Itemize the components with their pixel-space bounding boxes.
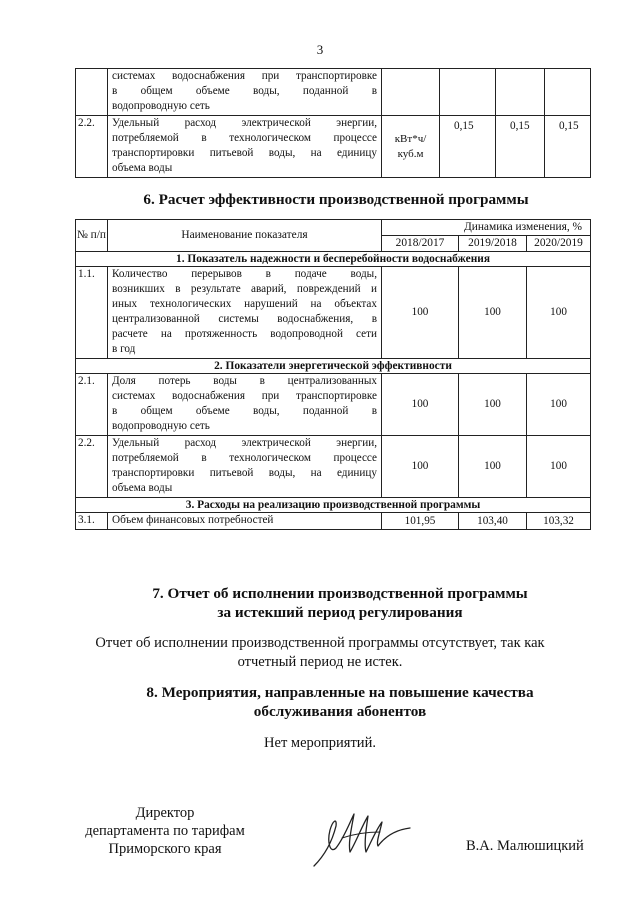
value-cell: 100	[459, 267, 527, 359]
table-row	[76, 116, 591, 178]
value-cell: 100	[527, 267, 591, 359]
section-7-body-line2: отчетный период не истек.	[237, 654, 403, 670]
value-cell: 100	[527, 374, 591, 436]
row-text-line: Удельный расход электрической энергии,	[112, 437, 377, 449]
value-cell: 100	[459, 436, 527, 498]
value-cell: 103,32	[527, 513, 591, 530]
row-text-line: Количество перерывов в подаче воды,	[112, 268, 377, 280]
table-row	[76, 267, 591, 359]
handwritten-signature	[306, 808, 416, 870]
signatory-position-line1: Директор	[135, 805, 195, 821]
row-text-line: водопроводную сеть	[112, 420, 210, 432]
continuation-table	[75, 68, 591, 178]
table-row	[76, 374, 591, 436]
unit-cell: кВт*ч/ куб.м	[382, 116, 440, 178]
signatory-position-line3: Приморского края	[108, 841, 222, 857]
value-cell: 100	[382, 374, 459, 436]
row-text: Объем финансовых потребностей	[108, 513, 382, 530]
section-7-title-line2: за истекший период регулирования	[217, 604, 463, 621]
section-7-body-line1: Отчет об исполнении производственной программы отсутствует, так как	[95, 635, 545, 651]
table-row	[76, 513, 591, 530]
efficiency-table	[75, 219, 591, 530]
section-row	[76, 252, 591, 267]
row-text-line: централизованной системы водоснабжения, в	[112, 313, 377, 325]
section-row	[76, 359, 591, 374]
row-text-line: системах водоснабжения при транспортировке	[112, 70, 377, 82]
row-text-line: Доля потерь воды в централизованных	[112, 375, 377, 387]
section-8-title-line1: 8. Мероприятия, направленные на повышение качества	[146, 684, 534, 701]
value-cell: 100	[459, 374, 527, 436]
row-number: 2.2.	[76, 116, 108, 178]
signatory-position-line2: департамента по тарифам	[85, 823, 245, 839]
row-number: 2.1.	[76, 374, 108, 436]
value-cell: 103,40	[459, 513, 527, 530]
section-8-title-line2: обслуживания абонентов	[253, 703, 427, 720]
value-cell: 0,15	[545, 116, 591, 178]
table-row	[76, 436, 591, 498]
header-name: Наименование показателя	[108, 220, 382, 252]
header-year: 2019/2018	[459, 236, 527, 252]
signatory-name: В.А. Малюшицкий	[466, 838, 584, 854]
page-number: 3	[316, 42, 324, 57]
section-8-body: Нет мероприятий.	[264, 735, 376, 751]
value-cell: 100	[382, 436, 459, 498]
row-text-line: системах водоснабжения при транспортировке	[112, 390, 377, 402]
row-number: 3.1.	[76, 513, 108, 530]
value-cell: 101,95	[382, 513, 459, 530]
header-row	[76, 220, 591, 236]
row-text-line: потребляемой в технологическом процессе	[112, 132, 377, 144]
header-num: № п/п	[76, 220, 108, 252]
row-text-line: объема воды	[112, 162, 173, 174]
header-year: 2020/2019	[527, 236, 591, 252]
header-dynamics: Динамика изменения, %	[382, 220, 591, 236]
header-year: 2018/2017	[382, 236, 459, 252]
value-cell: 100	[527, 436, 591, 498]
row-number: 2.2.	[76, 436, 108, 498]
section-7-title-line1: 7. Отчет об исполнении производственной программы	[152, 585, 528, 602]
section-6-title: 6. Расчет эффективности производственной программы	[143, 191, 529, 208]
value-cell: 0,15	[496, 116, 545, 178]
row-text-line: Удельный расход электрической энергии,	[112, 117, 377, 129]
section-row	[76, 498, 591, 513]
row-number: 1.1.	[76, 267, 108, 359]
row-text-line: в общем объеме воды, поданной в	[112, 405, 377, 417]
row-text-line: объема воды	[112, 482, 173, 494]
value-cell: 100	[382, 267, 459, 359]
section-title: 1. Показатель надежности и бесперебойности водоснабжения	[76, 252, 591, 267]
table-row	[76, 69, 591, 116]
row-text-line: транспортировки питьевой воды, на единицу	[112, 467, 377, 479]
row-text-line: водопроводную сеть	[112, 100, 210, 112]
row-text-line: расчете на протяженность водопроводной сети	[112, 328, 377, 340]
row-text-line: потребляемой в технологическом процессе	[112, 452, 377, 464]
row-text-line: в общем объеме воды, поданной в	[112, 85, 377, 97]
row-text-line: возникших в результате аварий, повреждений и	[112, 283, 377, 295]
value-cell: 0,15	[440, 116, 496, 178]
section-title: 2. Показатели энергетической эффективности	[76, 359, 591, 374]
row-text-line: иных технологических нарушений на объектах	[112, 298, 377, 310]
section-title: 3. Расходы на реализацию производственной программы	[76, 498, 591, 513]
row-text-line: в год	[112, 343, 136, 355]
row-text-line: транспортировки питьевой воды, на единицу	[112, 147, 377, 159]
